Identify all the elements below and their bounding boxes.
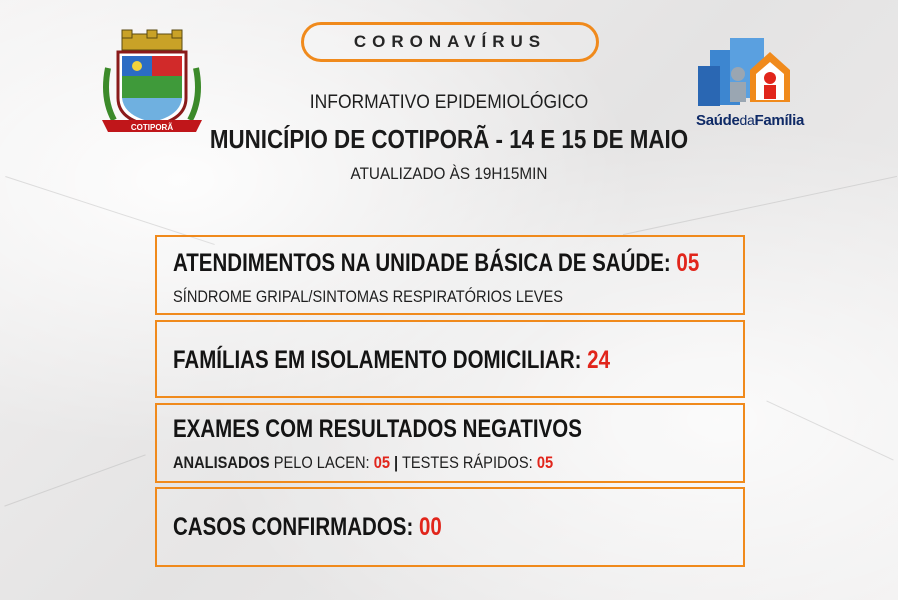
casos-value: 00 <box>419 513 442 541</box>
subtitle: INFORMATIVO EPIDEMIOLÓGICO <box>309 92 589 113</box>
separator: | <box>394 453 399 472</box>
casos-label: CASOS CONFIRMADOS: <box>173 513 414 541</box>
exames-detail-row <box>173 453 553 473</box>
wordmark-part: da <box>739 112 755 128</box>
wordmark-part: Saúde <box>696 112 740 129</box>
exames-box <box>155 403 745 483</box>
atendimentos-row <box>173 249 699 278</box>
casos-row <box>173 513 442 542</box>
saude-da-familia-wordmark <box>696 112 804 129</box>
page-title: MUNICÍPIO DE COTIPORÃ - 14 E 15 DE MAIO <box>209 124 689 154</box>
atendimentos-label: ATENDIMENTOS NA UNIDADE BÁSICA DE SAÚDE: <box>173 249 671 277</box>
marble-vein <box>766 400 893 460</box>
header-pill <box>301 22 599 62</box>
marble-vein <box>4 454 145 506</box>
svg-text:COTIPORÃ: COTIPORÃ <box>130 123 174 132</box>
lacen-value: 05 <box>373 453 390 472</box>
testes-value: 05 <box>536 453 554 472</box>
analisados-label: ANALISADOS <box>173 453 270 472</box>
wordmark-part: Família <box>754 112 805 129</box>
atendimentos-box <box>155 235 745 315</box>
familias-row <box>173 346 610 375</box>
updated-time: ATUALIZADO ÀS 19H15MIN <box>350 164 548 183</box>
marble-vein <box>623 176 897 235</box>
familias-box <box>155 320 745 398</box>
pill-label: CORONAVÍRUS <box>353 32 547 51</box>
atendimentos-value: 05 <box>676 249 700 277</box>
testes-label: TESTES RÁPIDOS: <box>401 453 533 472</box>
familias-label: FAMÍLIAS EM ISOLAMENTO DOMICILIAR: <box>173 346 582 374</box>
coat-of-arms-icon <box>100 28 204 138</box>
lacen-label: PELO LACEN: <box>273 453 370 472</box>
exames-label: EXAMES COM RESULTADOS NEGATIVOS <box>173 415 582 443</box>
casos-box <box>155 487 745 567</box>
familias-value: 24 <box>587 346 610 374</box>
atendimentos-detail: SÍNDROME GRIPAL/SINTOMAS RESPIRATÓRIOS LEVES <box>173 287 563 306</box>
